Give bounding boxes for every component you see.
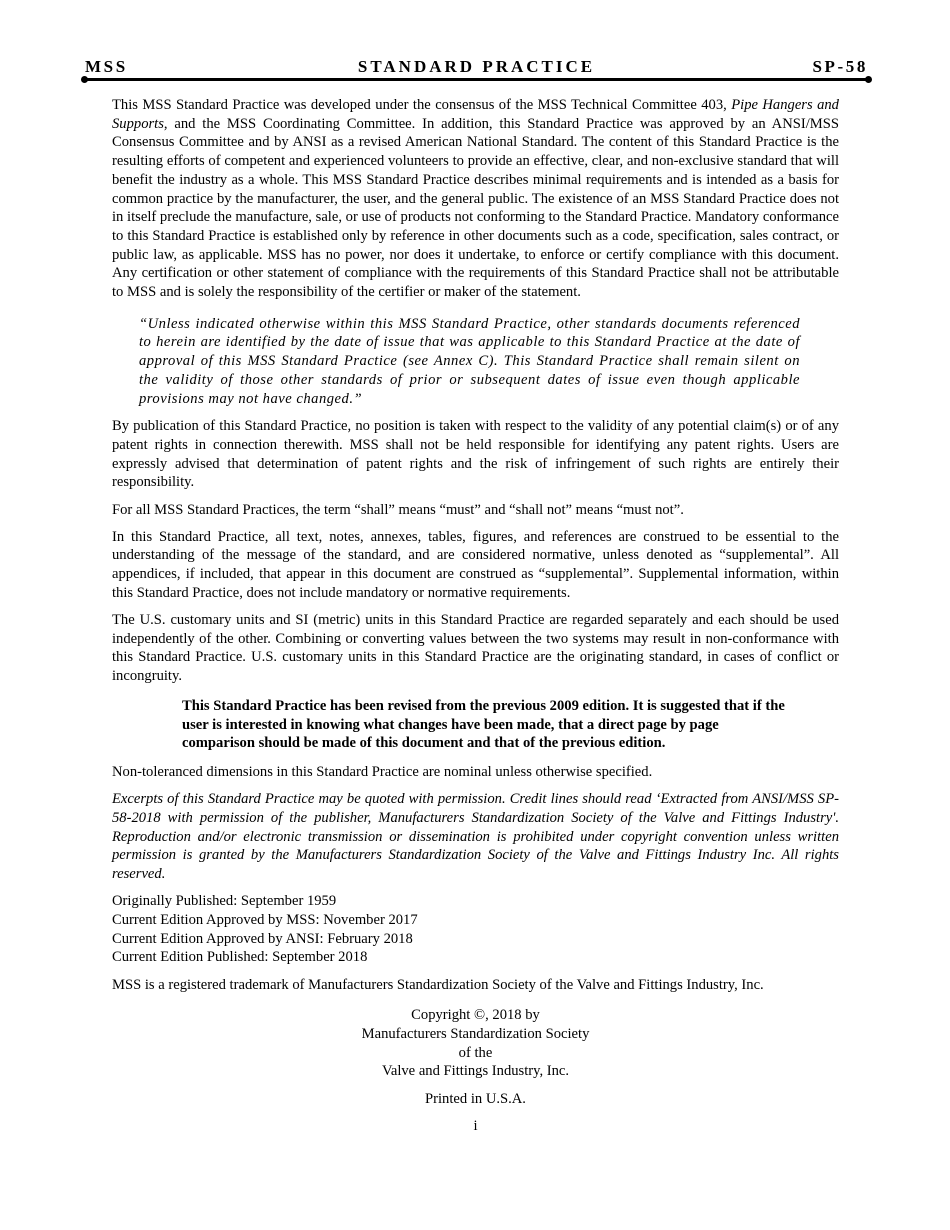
copyright-block [112,1006,839,1081]
patent-paragraph: By publication of this Standard Practice, no position is taken with respect to the validity of any potential claim(s) or of any patent rights in connection therewith. MSS shall not be held responsible for identifying any patent rights. Users are expressly advised that determination of patent rights and the risk of infringement of such rights are entirely their responsibility. [112,418,839,491]
publication-line: Originally Published: September 1959 [112,893,337,910]
page-number: i [473,1117,478,1134]
printed-in: Printed in U.S.A. [425,1090,526,1107]
copyright-line: Copyright ©, 2018 by [411,1007,540,1024]
page-header [83,57,870,77]
publication-line: Current Edition Approved by ANSI: February 2018 [112,930,413,947]
shall-definition-paragraph: For all MSS Standard Practices, the term “shall” means “must” and “shall not” means “must not”. [112,501,684,518]
normative-paragraph: In this Standard Practice, all text, notes, annexes, tables, figures, and references are construed to be essential to the understanding of the message of the standard, and are considered normative, unless denoted as “supplemental”. All appendices, if included, that appear in this document are construed as “supplemental”. Supplemental information, within this Standard Practice, does not include mandatory or normative requirements. [112,528,839,601]
header-doc-number: SP-58 [812,57,868,76]
copyright-line: Valve and Fittings Industry, Inc. [381,1063,570,1080]
publication-line: Current Edition Published: September 2018 [112,949,368,966]
copyright-line: Manufacturers Standardization Society [361,1025,590,1042]
tolerance-paragraph: Non-toleranced dimensions in this Standard Practice are nominal unless otherwise specified. [112,764,653,780]
copyright-line: of the [458,1044,493,1061]
publication-history [112,892,839,967]
committee-name: Pipe Hangers and Supports [112,97,839,132]
header-rule [83,78,870,81]
excerpts-paragraph: Excerpts of this Standard Practice may be quoted with permission. Credit lines should read ‘Extracted from ANSI/MSS SP-58-2018 with permission of the publisher, Manufacturers Standardization Society of the Valve and Fittings Industry'. Reproduction and/or electronic transmission or dissemination is prohibited under copyright convention unless written permission is granted by the Manufacturers Standardization Society of the Valve and Fittings Industry Inc. All rights reserved. [112,791,839,883]
publication-line: Current Edition Approved by MSS: November 2017 [112,911,418,928]
standards-reference-quote: “Unless indicated otherwise within this MSS Standard Practice, other standards documents referenced to herein are identified by the date of issue that was applicable to this Standard Practice at the date of approval of this MSS Standard Practice (see Annex C). This Standard Practice shall remain silent on the validity of those other standards of prior or subsequent dates of issue even though applicable provisions may not have changed.” [139,315,800,407]
trademark-paragraph: MSS is a registered trademark of Manufacturers Standardization Society of the Valve and Fittings Industry, Inc. [112,976,764,993]
units-paragraph: The U.S. customary units and SI (metric) units in this Standard Practice are regarded separately and each should be used independently of the other. Combining or converting values between the two systems may result in non-conformance with this Standard Practice. U.S. customary units in this Standard Practice are the originating standard, in cases of conflict or incongruity. [112,612,839,685]
document-body [112,96,839,1144]
header-org: MSS [85,57,128,76]
header-title: STANDARD PRACTICE [357,57,596,76]
revision-note: This Standard Practice has been revised from the previous 2009 edition. It is suggested that if the user is interested in knowing what changes have been made, that a direct page by page comparison should be made of this document and that of the previous edition. [182,697,785,752]
consensus-paragraph: This MSS Standard Practice was developed under the consensus of the MSS Technical Committee 403, Pipe Hangers and Supports, and the MSS Coordinating Committee. In addition, this Standard Practice was approved by an ANSI/MSS Consensus Committee and by ANSI as a revised American National Standard. The content of this Standard Practice is the resulting efforts of competent and experienced volunteers to provide an effective, clear, and non-exclusive standard that will benefit the industry as a whole. This MSS Standard Practice describes minimal requirements and is intended as a basis for common practice by the manufacturer, the user, and the general public. The existence of an MSS Standard Practice does not in itself preclude the manufacture, sale, or use of products not conforming to the Standard Practice. Mandatory conformance to this Standard Practice is established only by reference in other documents such as a code, specification, sales contract, or public law, as applicable. MSS has no power, nor does it undertake, to enforce or certify compliance with this document. Any certification or other statement of compliance with the requirements of this Standard Practice shall not be attributable to MSS and is solely the responsibility of the certifier or maker of the statement. [112,97,839,301]
